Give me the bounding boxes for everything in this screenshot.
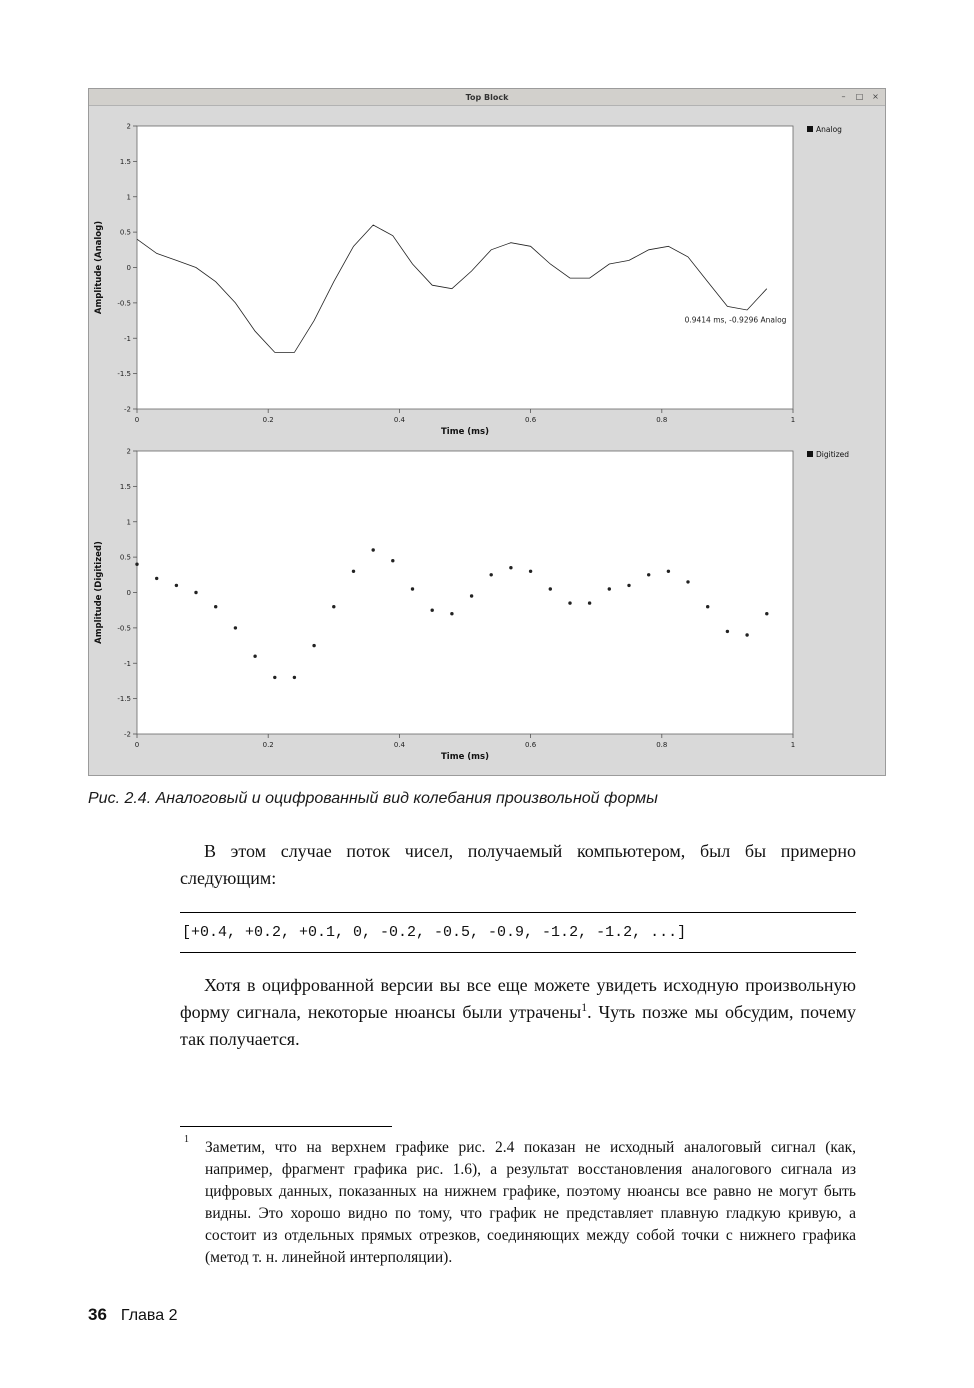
x-tick-label: 1 (790, 741, 796, 749)
sample-point (627, 584, 630, 587)
sample-point (745, 633, 748, 636)
y-tick-label: 1 (126, 518, 131, 527)
sample-point (411, 587, 414, 590)
sample-point (549, 587, 552, 590)
sample-point (214, 605, 217, 608)
legend-swatch (807, 451, 813, 457)
y-tick-label: -1.5 (117, 695, 131, 704)
sample-point (175, 584, 178, 587)
plot-area (137, 451, 793, 734)
window-controls (838, 90, 881, 103)
code-block (180, 912, 856, 953)
x-tick-label: 0.6 (525, 741, 537, 749)
y-tick-label: -0.5 (117, 624, 131, 633)
y-tick-label: -1 (124, 659, 131, 668)
x-tick-label: 0.4 (393, 741, 405, 749)
legend-label: Digitized (816, 450, 850, 459)
y-tick-label: 0 (126, 264, 131, 272)
x-tick-label: 0.2 (262, 741, 274, 749)
sample-point (234, 626, 237, 629)
window-titlebar[interactable] (89, 89, 885, 106)
page-footer (88, 1305, 177, 1325)
y-tick-label: -1 (124, 334, 131, 343)
sample-point (155, 577, 158, 580)
y-tick-label: -0.5 (117, 299, 131, 308)
footnote-separator (180, 1126, 392, 1127)
sample-point (194, 591, 197, 594)
x-tick-label: 1 (790, 416, 796, 424)
sample-point (509, 566, 512, 569)
paragraph-discussion-tail: . Чуть позже мы обсудим, почему так получается. (180, 1002, 856, 1049)
sample-point (667, 570, 670, 573)
sample-point (529, 570, 532, 573)
footnote-text: Заметим, что на верхнем графике рис. 2.4 показан не исходный аналоговый сигнал (как, например, фрагмент графика рис. 1.6), а результат восстановления аналогового сигнала из цифровых данных, показанных на нижнем графике, поэтому нюансы все равно не могут быть видны. Это хорошо видно по тому, что график не представляет плавную гладкую кривую, а состоит из отдельных прямых отрезков, соединяющих между собой точки с нижнего графика (метод т. н. линейной интерполяции). (205, 1139, 856, 1266)
y-tick-label: 0 (126, 589, 131, 597)
sample-point (608, 587, 611, 590)
paragraph-discussion-text: Хотя в оцифрованной версии вы все еще можете увидеть исходную произвольную форму сигнала, некоторые нюансы были утрачены (180, 975, 856, 1022)
window-title: Top Block (465, 92, 509, 102)
close-icon[interactable]: × (872, 92, 879, 101)
y-tick-label: 2 (126, 122, 131, 131)
y-tick-label: -2 (124, 730, 131, 739)
chapter-label: Глава 2 (120, 1307, 178, 1324)
digitized-plot-svg (89, 438, 883, 768)
x-tick-label: 0.6 (525, 416, 537, 424)
minimize-icon[interactable]: – (841, 92, 846, 101)
y-tick-label: 1 (126, 193, 131, 202)
digitized-chart (89, 438, 883, 773)
y-tick-label: 0.5 (119, 553, 131, 562)
y-axis-label: Amplitude (Analog) (94, 220, 104, 315)
x-axis-label: Time (ms) (441, 752, 489, 762)
x-tick-label: 0 (134, 741, 140, 749)
x-tick-label: 0 (134, 416, 140, 424)
plot-area (137, 126, 793, 409)
sample-point (686, 580, 689, 583)
maximize-icon[interactable]: □ (855, 92, 864, 101)
x-axis-label: Time (ms) (441, 427, 489, 437)
x-tick-label: 0.4 (393, 416, 405, 424)
x-tick-label: 0.2 (262, 416, 274, 424)
y-tick-label: -2 (124, 405, 131, 414)
sample-point (253, 655, 256, 658)
x-tick-label: 0.8 (656, 416, 668, 424)
sample-point (135, 563, 138, 566)
y-tick-label: -1.5 (117, 370, 131, 379)
sample-point (765, 612, 768, 615)
sample-point (372, 548, 375, 551)
page-number: 36 (88, 1305, 107, 1324)
analog-chart (89, 113, 883, 448)
sample-point (450, 612, 453, 615)
y-axis-label: Amplitude (Digitized) (94, 541, 104, 644)
legend-swatch (807, 126, 813, 132)
y-tick-label: 2 (126, 447, 131, 456)
paragraph-discussion (180, 972, 856, 1053)
sample-point (352, 570, 355, 573)
sample-point (726, 630, 729, 633)
sample-point (706, 605, 709, 608)
sample-point (568, 601, 571, 604)
y-tick-label: 1.5 (119, 482, 131, 491)
legend-label: Analog (816, 125, 842, 134)
sample-point (470, 594, 473, 597)
sample-point (332, 605, 335, 608)
footnote: 1 Заметим, что на верхнем графике рис. 2.4 показан не исходный аналоговый сигнал (как, например, фрагмент графика рис. 1.6), а результат восстановления аналогового сигнала из цифровых данных, показанных на нижнем графике, поэтому нюансы все равно не могут быть видны. Это хорошо видно по тому, что график не представляет плавную гладкую кривую, а состоит из отдельных прямых отрезков, соединяющих между собой точки с нижнего графика (метод т. н. линейной интерполяции). (184, 1134, 856, 1266)
figure-caption: Рис. 2.4. Аналоговый и оцифрованный вид колебания произвольной формы (88, 790, 658, 807)
sample-point (490, 573, 493, 576)
sample-point (431, 609, 434, 612)
y-tick-label: 0.5 (119, 228, 131, 237)
footnote-ref: 1 (581, 1001, 588, 1014)
topblock-window (88, 88, 886, 776)
sample-point (588, 601, 591, 604)
analog-plot-svg (89, 113, 883, 443)
sample-point (273, 676, 276, 679)
paragraph-intro: В этом случае поток чисел, получаемый компьютером, был бы примерно следующим: (180, 841, 856, 888)
sample-point (293, 676, 296, 679)
y-tick-label: 1.5 (119, 157, 131, 166)
sample-point (647, 573, 650, 576)
x-tick-label: 0.8 (656, 741, 668, 749)
cursor-readout: 0.9414 ms, -0.9296 Analog (684, 315, 787, 325)
sample-point (391, 559, 394, 562)
sample-point (312, 644, 315, 647)
code-text: [+0.4, +0.2, +0.1, 0, -0.2, -0.5, -0.9, -1.2, -1.2, ...] (182, 924, 687, 941)
